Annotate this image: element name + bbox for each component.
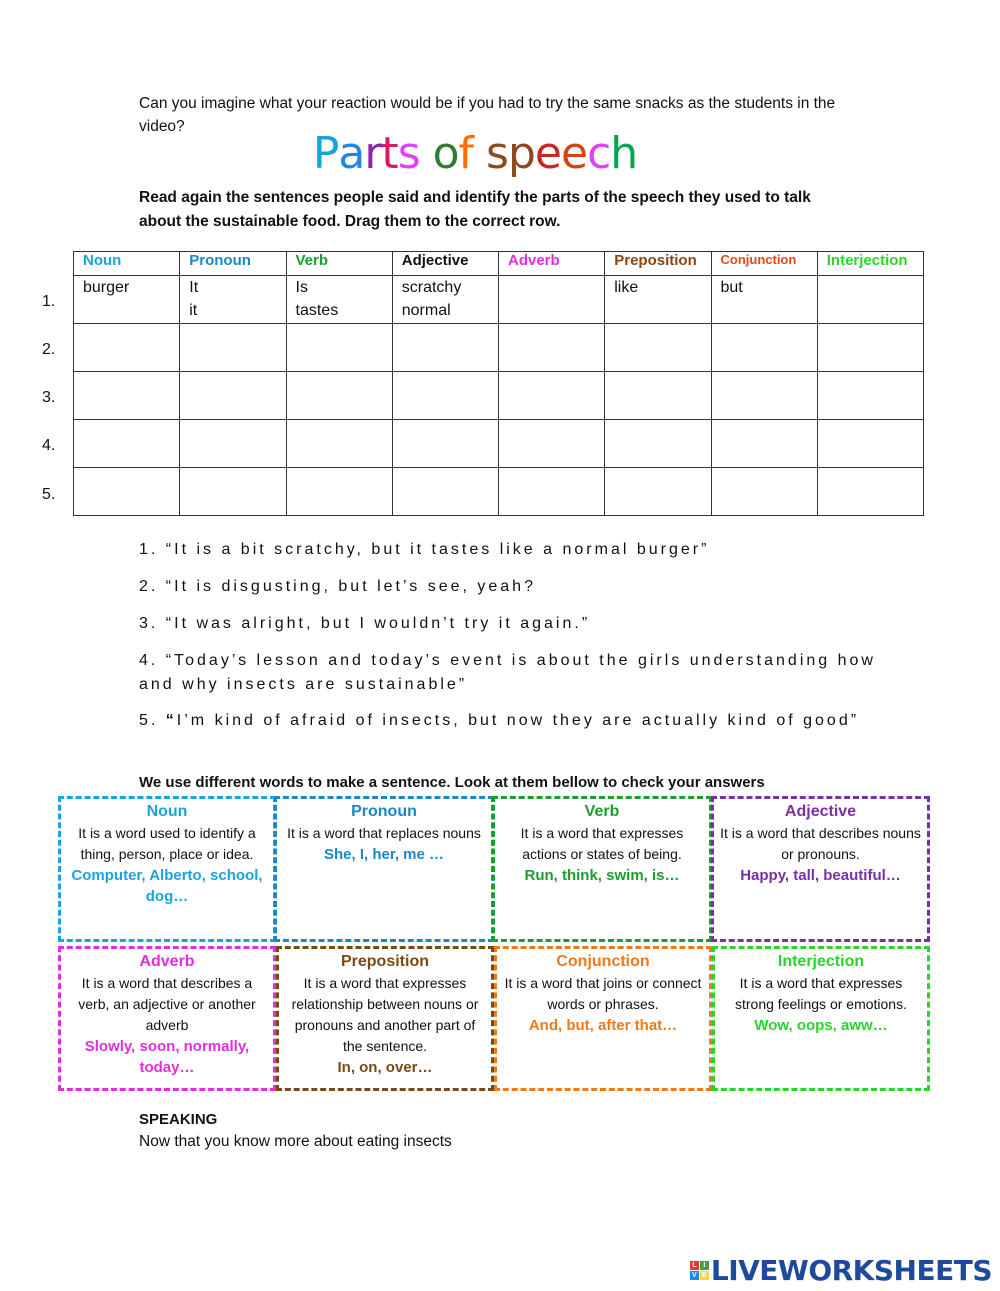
drop-cell[interactable] <box>817 324 923 372</box>
card-examples: Computer, Alberto, school, dog… <box>71 867 263 905</box>
answer-word[interactable]: tastes <box>295 302 339 319</box>
title-letter: a <box>338 128 365 179</box>
drop-cell[interactable] <box>180 324 286 372</box>
drop-cell[interactable] <box>499 420 605 468</box>
title-letter: o <box>432 128 459 179</box>
answer-word[interactable]: Is <box>295 279 308 296</box>
card-description: It is a word used to identify a thing, person, place or idea. <box>78 825 256 862</box>
title-letter: r <box>364 128 382 179</box>
drop-cell-preposition[interactable] <box>605 276 711 324</box>
drop-cell[interactable] <box>817 468 923 516</box>
sentence-text: I’m kind of afraid of insects, but now they are actually kind of good” <box>176 712 860 729</box>
card-examples: Happy, tall, beautiful… <box>740 867 901 884</box>
card-heading: Pronoun <box>351 803 417 820</box>
card-heading: Verb <box>584 803 620 820</box>
card-examples: Slowly, soon, normally, today… <box>84 1038 250 1076</box>
page-title <box>0 128 950 180</box>
card-examples: She, I, her, me … <box>323 846 445 863</box>
drop-cell-adverb[interactable] <box>499 276 605 324</box>
drop-cell[interactable] <box>286 372 392 420</box>
answer-word[interactable]: burger <box>83 279 130 296</box>
parts-of-speech-table <box>73 251 924 516</box>
row-number: 5. <box>42 486 56 503</box>
card-examples: Wow, oops, aww… <box>754 1017 888 1034</box>
card-description: It is a word that describes nouns or pronouns. <box>720 825 921 862</box>
header-preposition: Preposition <box>605 252 711 276</box>
sentence-text: “Today’s lesson and today’s event is about the girls understanding how and why insects are sustainable” <box>139 652 876 693</box>
drop-cell[interactable] <box>180 420 286 468</box>
row-number: 2. <box>42 341 56 358</box>
answer-word[interactable]: normal <box>401 302 451 319</box>
row-number: 1. <box>42 293 56 310</box>
title-letter: s <box>397 128 420 179</box>
table-row <box>74 276 924 324</box>
answer-word[interactable]: scratchy <box>401 279 462 296</box>
drop-cell[interactable] <box>74 324 180 372</box>
card-description: It is a word that replaces nouns <box>287 825 481 841</box>
drop-cell[interactable] <box>74 468 180 516</box>
card-heading: Adjective <box>784 803 857 820</box>
title-letter: h <box>610 128 638 179</box>
drop-cell[interactable] <box>392 468 498 516</box>
card-heading: Noun <box>146 803 188 820</box>
header-adverb: Adverb <box>499 252 605 276</box>
table-row <box>74 324 924 372</box>
drop-cell-pronoun[interactable] <box>180 276 286 324</box>
speaking-heading: SPEAKING <box>139 1111 218 1128</box>
sentence-quote-mark: “ <box>165 712 177 729</box>
sentence-1 <box>139 538 879 562</box>
title-letter: e <box>534 128 561 179</box>
card-adjective <box>711 796 930 942</box>
drop-cell-verb[interactable] <box>286 276 392 324</box>
title-letter: f <box>458 128 474 179</box>
sentence-number: 5. <box>139 712 159 729</box>
card-description: It is a word that describes a verb, an adjective or another adverb <box>78 975 256 1033</box>
drop-cell[interactable] <box>286 420 392 468</box>
sentence-number: 1. <box>139 541 159 558</box>
row-number: 4. <box>42 437 56 454</box>
card-heading: Preposition <box>340 953 429 970</box>
card-examples: And, but, after that… <box>528 1017 678 1034</box>
sentence-2 <box>139 575 879 599</box>
card-description: It is a word that expresses strong feelings or emotions. <box>735 975 907 1012</box>
logo-block: I <box>700 1261 709 1270</box>
drop-cell[interactable] <box>711 420 817 468</box>
table-row <box>74 420 924 468</box>
cards-title: We use different words to make a sentence. Look at them bellow to check your answers <box>139 774 765 791</box>
sentence-5 <box>139 709 879 733</box>
title-letter: t <box>381 128 398 179</box>
drop-cell[interactable] <box>286 324 392 372</box>
drop-cell[interactable] <box>499 468 605 516</box>
drop-cell[interactable] <box>392 420 498 468</box>
drop-cell[interactable] <box>605 324 711 372</box>
title-letter <box>473 128 486 180</box>
drop-cell[interactable] <box>711 324 817 372</box>
logo-block: V <box>690 1271 699 1280</box>
sentence-text: “It was alright, but I wouldn’t try it again.” <box>165 615 591 632</box>
sentence-list <box>139 538 879 745</box>
drop-cell[interactable] <box>74 420 180 468</box>
answer-word[interactable]: it <box>189 302 198 319</box>
card-interjection <box>712 946 930 1091</box>
card-verb <box>492 796 712 942</box>
title-letter: c <box>587 128 611 179</box>
header-conjunction: Conjunction <box>711 252 817 276</box>
sentence-number: 4. <box>139 652 159 669</box>
table-row <box>74 372 924 420</box>
title-letter <box>420 128 433 180</box>
sentence-4 <box>139 649 879 697</box>
card-conjunction <box>494 946 712 1091</box>
card-heading: Adverb <box>139 953 195 970</box>
logo-word: LIVEWORKSHEETS <box>710 1254 992 1287</box>
card-pronoun <box>274 796 494 942</box>
title-letter: s <box>486 128 508 179</box>
header-pronoun: Pronoun <box>180 252 286 276</box>
drop-cell-interjection[interactable] <box>817 276 923 324</box>
drop-cell[interactable] <box>392 324 498 372</box>
drop-cell[interactable] <box>180 468 286 516</box>
table-row <box>74 468 924 516</box>
card-examples: In, on, over… <box>337 1059 433 1076</box>
drop-cell[interactable] <box>392 372 498 420</box>
drop-cell[interactable] <box>817 420 923 468</box>
drop-cell[interactable] <box>605 468 711 516</box>
drop-cell[interactable] <box>605 372 711 420</box>
card-heading: Interjection <box>777 953 865 970</box>
answer-word[interactable]: but <box>720 279 743 296</box>
drop-cell-conjunction[interactable] <box>711 276 817 324</box>
header-verb: Verb <box>286 252 392 276</box>
sentence-text: “It is a bit scratchy, but it tastes like a normal burger” <box>165 541 710 558</box>
intro-question: Can you imagine what your reaction would be if you had to try the same snacks as the students in the video? <box>139 95 836 135</box>
liveworksheets-logo <box>690 1254 992 1287</box>
card-adverb <box>58 946 276 1091</box>
drop-cell[interactable] <box>74 372 180 420</box>
sentence-3 <box>139 612 879 636</box>
logo-block: E <box>700 1271 709 1280</box>
drop-cell[interactable] <box>499 324 605 372</box>
instructions: Read again the sentences people said and identify the parts of the speech they used to talk about the sustainable food. Drag them to the correct row. <box>139 189 811 230</box>
card-preposition <box>276 946 494 1091</box>
card-description: It is a word that expresses actions or states of being. <box>520 825 684 862</box>
card-examples: Run, think, swim, is… <box>524 867 680 884</box>
drop-cell[interactable] <box>605 420 711 468</box>
drop-cell[interactable] <box>711 468 817 516</box>
row-number: 3. <box>42 389 56 406</box>
card-description: It is a word that joins or connect words or phrases. <box>504 975 702 1012</box>
answer-word[interactable]: It <box>189 279 199 296</box>
card-heading: Conjunction <box>556 953 650 970</box>
drop-cell[interactable] <box>817 372 923 420</box>
title-letter: P <box>312 128 339 179</box>
drop-cell[interactable] <box>499 372 605 420</box>
title-letter: e <box>561 128 588 179</box>
card-description: It is a word that expresses relationship between nouns or pronouns and another part of the sentence. <box>291 975 479 1054</box>
card-noun <box>58 796 276 942</box>
header-noun: Noun <box>74 252 180 276</box>
logo-blocks-icon <box>690 1261 709 1280</box>
drop-cell-adjective[interactable] <box>392 276 498 324</box>
speaking-text: Now that you know more about eating insects <box>139 1133 452 1150</box>
logo-block: L <box>690 1261 699 1270</box>
sentence-text: “It is disgusting, but let’s see, yeah? <box>165 578 536 595</box>
sentence-number: 3. <box>139 615 159 632</box>
header-interjection: Interjection <box>817 252 923 276</box>
answer-word[interactable]: like <box>614 279 639 296</box>
sentence-number: 2. <box>139 578 159 595</box>
drop-cell[interactable] <box>711 372 817 420</box>
drop-cell[interactable] <box>180 372 286 420</box>
title-letter: p <box>507 128 535 179</box>
header-adjective: Adjective <box>392 252 498 276</box>
drop-cell-noun[interactable] <box>74 276 180 324</box>
drop-cell[interactable] <box>286 468 392 516</box>
